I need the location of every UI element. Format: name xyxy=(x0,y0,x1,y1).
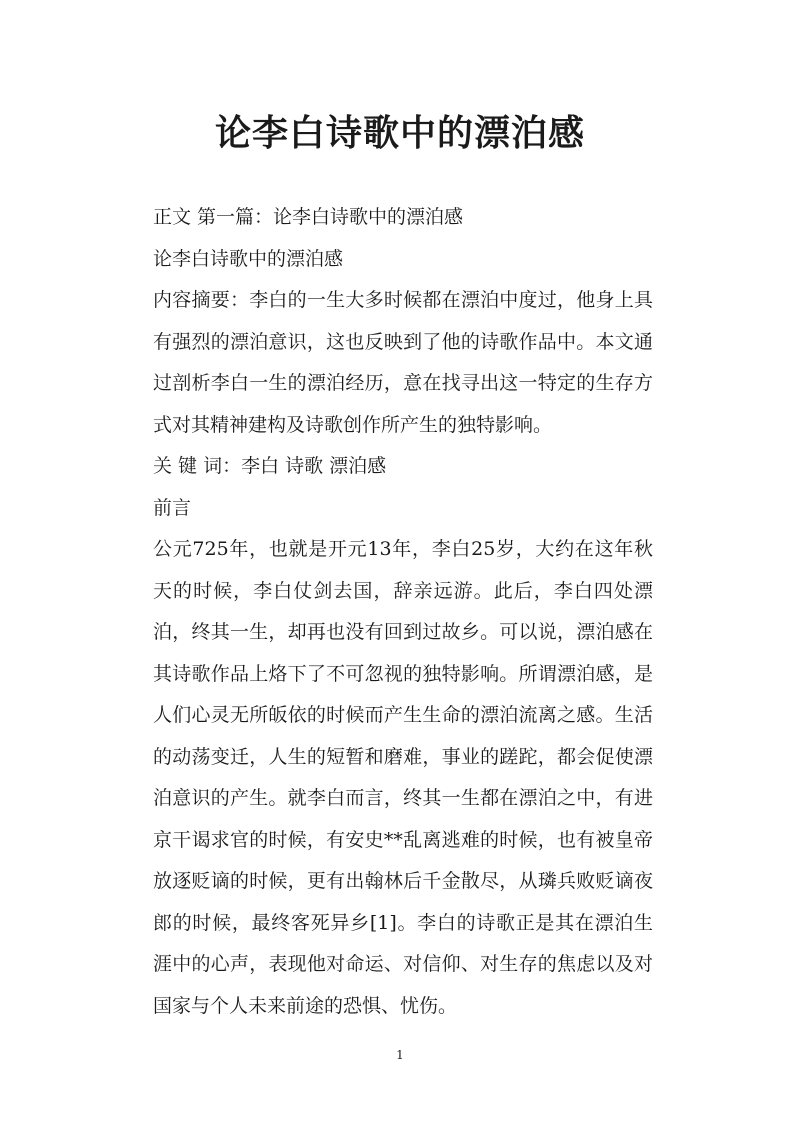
document-body xyxy=(153,197,653,1027)
keywords-line: 关 键 词：李白 诗歌 漂泊感 xyxy=(153,455,387,477)
preface-heading: 前言 xyxy=(153,496,192,519)
document-title: 论李白诗歌中的漂泊感 xyxy=(214,112,585,154)
article-title-line: 论李白诗歌中的漂泊感 xyxy=(153,247,344,270)
section-heading: 正文 第一篇：论李白诗歌中的漂泊感 xyxy=(153,206,464,228)
abstract-paragraph: 内容摘要：李白的一生大多时候都在漂泊中度过，他身上具有强烈的漂泊意识，这也反映到了他的诗歌作品中。本文通过剖析李白一生的漂泊经历，意在找寻出这一特定的生存方式对其精神建构及诗歌创作所产生的独特影响。 xyxy=(153,289,653,436)
preface-paragraph: 公元725年，也就是开元13年，李白25岁，大约在这年秋天的时候，李白仗剑去国，辞亲远游。此后，李白四处漂泊，终其一生，却再也没有回到过故乡。可以说，漂泊感在其诗歌作品上烙下了不可忽视的独特影响。所谓漂泊感，是人们心灵无所皈依的时候而产生生命的漂泊流离之感。生活的动荡变迁，人生的短暂和磨难，事业的蹉跎，都会促使漂泊意识的产生。就李白而言，终其一生都在漂泊之中，有进京干谒求官的时候，有安史**乱离逃难的时候，也有被皇帝放逐贬谪的时候，更有出翰林后千金散尽，从璘兵败贬谪夜郎的时候，最终客死异乡[1]。李白的诗歌正是其在漂泊生涯中的心声，表现他对命运、对信仰、对生存的焦虑以及对国家与个人未来前途的恐惧、忧伤。 xyxy=(153,538,653,1017)
page-number: 1 xyxy=(396,1048,404,1062)
